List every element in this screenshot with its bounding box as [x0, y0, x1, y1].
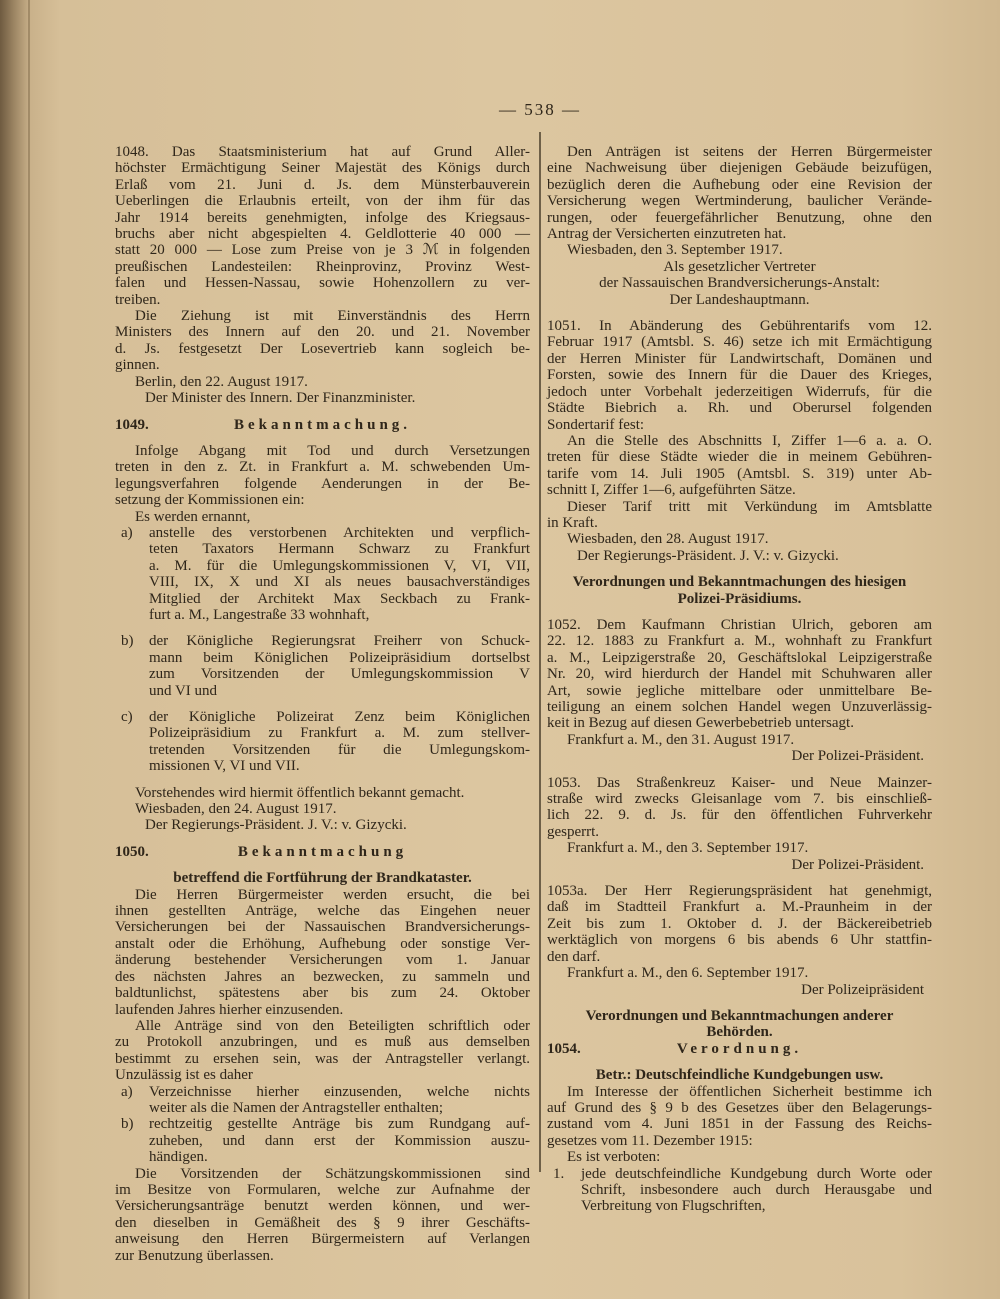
- text-line: treten in den z. Zt. in Frankfurt a. M. schwebenden Um-: [115, 459, 530, 476]
- text-line: anstalt oder die Erhöhung, Aufhebung oder sonstige Ver-: [115, 935, 530, 952]
- text-line: d. Js. festgesetzt Der Losevertrieb kann sogleich be-: [115, 340, 530, 357]
- text-line: 1051. In Abänderung des Gebührentarifs vom 12.: [547, 318, 932, 335]
- text-line: Ministers des Innern auf den 20. und 21. November: [115, 324, 530, 341]
- notice-number: 1049.: [115, 416, 149, 433]
- text-block-pi: [547, 144, 932, 242]
- text-line: Der Minister des Innern. Der Finanzminister.: [145, 390, 416, 407]
- text-line: Frankfurt a. M., den 3. September 1917.: [567, 840, 809, 857]
- text-block-sig: [115, 817, 530, 833]
- text-block-hd: [115, 417, 530, 433]
- text-block-li: [115, 525, 530, 623]
- text-line: zur Benutzung überlassen.: [115, 1247, 274, 1264]
- text-line: mann beim Königlichen Polizeipräsidium dortselbst: [149, 649, 530, 666]
- text-line: Forsten, sowie des Innern für die Dauer des Krieges,: [547, 367, 932, 384]
- text-line: legungsverfahren folgende Aenderungen in der Be-: [115, 475, 530, 492]
- text-line: Mitglied der Architekt Max Seckbach zu Frank-: [149, 590, 530, 607]
- text-line: Nr. 20, wird hierdurch der Handel mit Schuhwaren aller: [547, 666, 932, 683]
- text-line: gesperrt.: [547, 823, 600, 840]
- text-line: Wiesbaden, den 24. August 1917.: [135, 801, 337, 818]
- text-block-p: [547, 617, 932, 732]
- text-line: der Nassauischen Brandversicherungs-Anstalt:: [599, 275, 880, 292]
- text-block-date: [115, 509, 530, 525]
- text-line: Zeit bis zum 1. Oktober d. J. der Bäckereibetrieb: [547, 915, 932, 932]
- text-block-date: [547, 531, 932, 547]
- text-block-p: [547, 775, 932, 841]
- text-block-sig: [115, 390, 530, 406]
- text-line: daß im Stadtteil Frankfurt a. M.-Praunheim in der: [547, 899, 932, 916]
- text-line: werktäglich von morgens 6 bis abends 6 Uhr stattfin-: [547, 932, 932, 949]
- text-line: Erlaß vom 21. Juni d. Js. dem Münsterbauverein: [115, 176, 530, 193]
- text-line: der Königliche Regierungsrat Freiherr von Schuck-: [149, 633, 530, 650]
- text-line: Die Herren Bürgermeister werden ersucht, die bei: [135, 886, 530, 903]
- text-line: ginnen.: [115, 357, 160, 374]
- text-block-date: [115, 374, 530, 390]
- text-line: änderung bestehender Versicherungen vom 1. Januar: [115, 952, 530, 969]
- text-block-h: [547, 574, 932, 607]
- list-item-body: [149, 709, 530, 775]
- text-line: Frankfurt a. M., den 6. September 1917.: [567, 965, 809, 982]
- text-block-li: [115, 1116, 530, 1165]
- text-block-pi: [547, 1084, 932, 1150]
- text-block-sig: [547, 548, 932, 564]
- text-block-pi: [115, 887, 530, 1018]
- text-line: Verordnungen und Bekanntmachungen anderer: [585, 1007, 894, 1024]
- text-line: den dieselben in Gemäßheit des § 9 ihrer Geschäfts-: [115, 1214, 530, 1231]
- text-line: Antrag der Versicherten einzutreten hat.: [547, 226, 787, 243]
- text-line: bruchs aber nicht abgespielten 4. Geldlotterie 40 000 —: [115, 226, 530, 243]
- text-line: Februar 1917 (Amtsbl. S. 46) setze ich mit Ermächtigung: [547, 334, 932, 351]
- text-block-pi: [115, 785, 530, 801]
- text-line: a. M., Leipzigerstraße 20, Geschäftslokal Leipzigerstraße: [547, 649, 932, 666]
- text-line: rungen, oder feuergefährlicher Benutzung, ohne den: [547, 209, 932, 226]
- text-line: Der Landeshauptmann.: [669, 291, 810, 308]
- text-block-li: [115, 1084, 530, 1117]
- text-block-r: [547, 857, 932, 873]
- list-label: b): [121, 1116, 134, 1133]
- text-line: Alle Anträge sind von den Beteiligten schriftlich oder: [135, 1017, 530, 1034]
- notice-title: Bekanntmachung.: [233, 416, 412, 433]
- text-block-date: [547, 965, 932, 981]
- text-line: auf Grund des § 9 b des Gesetzes über den Belagerungs-: [547, 1099, 932, 1116]
- column-divider: [539, 132, 541, 1172]
- text-line: anstelle des verstorbenen Architekten und verpflich-: [149, 524, 530, 541]
- text-block-hd: [547, 1041, 932, 1057]
- text-line: 1053. Das Straßenkreuz Kaiser- und Neue Mainzer-: [547, 774, 932, 791]
- text-block-pi: [547, 499, 932, 532]
- text-line: ihnen gestellten Anträge, welche das Eingehen neuer: [115, 903, 530, 920]
- text-block-pi: [115, 308, 530, 374]
- text-line: Versicherung wegen Wertminderung, baulicher Verände-: [547, 193, 932, 210]
- text-block-date: [547, 242, 932, 258]
- text-line: 22. 12. 1883 zu Frankfurt a. M., wohnhaft zu Frankfurt: [547, 633, 932, 650]
- list-label: a): [121, 1083, 133, 1100]
- text-line: Der Polizei-Präsident.: [791, 748, 924, 765]
- text-line: jede deutschfeindliche Kundgebung durch Worte oder: [581, 1165, 932, 1182]
- list-label: b): [121, 633, 134, 650]
- text-line: den darf.: [547, 948, 601, 965]
- text-block-p: [547, 883, 932, 965]
- text-line: Der Regierungs-Präsident. J. V.: v. Gizycki.: [577, 547, 839, 564]
- text-line: treiben.: [115, 291, 161, 308]
- text-line: Frankfurt a. M., den 31. August 1917.: [567, 731, 795, 748]
- text-line: im Besitze von Formularen, welche zur Aufnahme der: [115, 1181, 530, 1198]
- text-line: teiligung an einem solchen Handel wegen Unzuverlässig-: [547, 699, 932, 715]
- text-line: 1052. Dem Kaufmann Christian Ulrich, geboren am: [547, 616, 932, 633]
- text-line: zum Vorsitzenden der Umlegungskommission V: [149, 666, 530, 683]
- text-line: der Königliche Polizeirat Zenz beim Königlichen: [149, 709, 530, 725]
- text-block-sub: [547, 1067, 932, 1083]
- text-line: bezüglich deren die Aufhebung oder eine Revision der: [547, 176, 932, 193]
- list-label: c): [121, 709, 133, 725]
- text-line: des nächsten Jahres an bezwecken, zu sammeln und: [115, 968, 530, 985]
- text-line: laufenden Jahres hierher einzusenden.: [115, 1001, 344, 1018]
- text-block-date: [547, 732, 932, 748]
- text-block-date: [547, 840, 932, 856]
- text-line: Unzulässig ist es daher: [115, 1067, 253, 1084]
- text-line: gesetzes vom 11. Dezember 1915:: [547, 1132, 753, 1149]
- text-line: höchster Ermächtigung Seiner Majestät des Königs durch: [115, 160, 530, 177]
- text-line: Schrift, insbesondere auch durch Herausgabe und: [581, 1181, 932, 1198]
- text-line: setzung der Kommissionen ein:: [115, 492, 305, 509]
- text-line: Art, sowie jegliche mittelbare oder unmittelbare Be-: [547, 682, 932, 699]
- text-line: jedoch unter Vorbehalt jederzeitigen Widerrufs, für die: [547, 383, 932, 400]
- text-block-p: [115, 144, 530, 308]
- text-line: preußischen Landesteilen: Rheinprovinz, Provinz West-: [115, 258, 530, 275]
- text-line: 1048. Das Staatsministerium hat auf Grund Aller-: [115, 144, 530, 160]
- text-line: anweisung den Herren Bürgermeistern auf Verlangen: [115, 1231, 530, 1248]
- text-line: teten Taxators Hermann Schwarz zu Frankfurt: [149, 541, 530, 558]
- text-line: Versicherungen bei der Nassauischen Brandversicherungs-: [115, 919, 530, 936]
- text-line: betreffend die Fortführung der Brandkataster.: [173, 870, 472, 887]
- text-block-pi: [115, 1018, 530, 1084]
- notice-title: Verordnung.: [676, 1040, 803, 1057]
- text-line: rechtzeitig gestellte Anträge bis zum Rundgang auf-: [149, 1116, 530, 1133]
- text-block-li: [115, 709, 530, 775]
- text-line: Jahr 1914 bereits genehmigten, infolge des Kriegsaus-: [115, 209, 530, 226]
- text-block-date: [115, 801, 530, 817]
- text-block-pi: [115, 443, 530, 509]
- text-line: Polizei-Präsidiums.: [677, 590, 802, 607]
- text-line: eine Nachweisung über diejenigen Gebäude beizufügen,: [547, 160, 932, 177]
- text-line: und VI und: [149, 682, 218, 699]
- text-line: Im Interesse der öffentlichen Sicherheit bestimme ich: [567, 1083, 932, 1100]
- text-line: Die Ziehung ist mit Einverständnis des Herrn: [135, 308, 530, 325]
- list-label: a): [121, 524, 133, 541]
- text-line: Dieser Tarif tritt mit Verkündung im Amtsblatte: [567, 498, 932, 515]
- text-line: Sondertarif fest:: [547, 416, 645, 433]
- list-item-body: [149, 1116, 530, 1165]
- text-line: Den Anträgen ist seitens der Herren Bürgermeister: [567, 144, 932, 160]
- text-line: Verzeichnisse hierher einzusenden, welche nichts: [149, 1083, 530, 1100]
- text-line: Verbreitung von Flugschriften,: [581, 1198, 766, 1215]
- text-block-r: [547, 982, 932, 998]
- text-block-c: [547, 259, 932, 308]
- left-column: [115, 144, 530, 1274]
- text-line: weiter als die Namen der Antragsteller enthalten;: [149, 1099, 444, 1116]
- text-block-hd: [115, 844, 530, 860]
- text-line: straße wird zwecks Gleisanlage vom 7. bis einschließ-: [547, 791, 932, 808]
- text-line: zu Protokoll anzubringen, und es muß aus demselben: [115, 1034, 530, 1051]
- list-item-body: [149, 525, 530, 623]
- text-block-pi: [115, 1166, 530, 1264]
- text-line: An die Stelle des Abschnitts I, Ziffer 1—6 a. a. O.: [567, 432, 932, 449]
- text-line: tarife vom 14. Juli 1905 (Amtsbl. S. 319) unter Ab-: [547, 465, 932, 482]
- text-line: VIII, IX, X und XI als neues bausachverständiges: [149, 574, 530, 591]
- notice-number: 1054.: [547, 1040, 581, 1057]
- right-column: [547, 144, 932, 1225]
- text-line: lich 22. 9. d. Js. für den öffentlichen Fuhrverkehr: [547, 807, 932, 824]
- text-line: Es ist verboten:: [567, 1149, 661, 1166]
- text-line: treten für diese Städte wieder die in meinem Gebühren-: [547, 449, 932, 466]
- text-line: Der Regierungs-Präsident. J. V.: v. Gizycki.: [145, 817, 407, 834]
- list-label: 1.: [553, 1165, 565, 1182]
- text-block-li: [115, 633, 530, 699]
- text-line: der Herren Minister für Landwirtschaft, Domänen und: [547, 350, 932, 367]
- notice-number: 1050.: [115, 843, 149, 860]
- text-line: Berlin, den 22. August 1917.: [135, 373, 308, 390]
- text-line: Polizeipräsidium zu Frankfurt a. M. zum stellver-: [149, 725, 530, 742]
- text-line: baldtunlichst, spätestens aber bis zum 24. Oktober: [115, 985, 530, 1002]
- text-line: furt a. M., Langestraße 33 wohnhaft,: [149, 606, 370, 623]
- text-line: statt 20 000 — Lose zum Preise von je 3 ℳ in folgenden: [115, 242, 530, 259]
- text-block-pi: [547, 433, 932, 499]
- text-line: schnitt I, Ziffer 1—6, aufgeführten Sätze.: [547, 482, 796, 499]
- text-line: Betr.: Deutschfeindliche Kundgebungen usw.: [595, 1067, 884, 1084]
- text-line: Der Polizei-Präsident.: [791, 856, 924, 873]
- text-line: Wiesbaden, den 28. August 1917.: [567, 531, 769, 548]
- text-line: Es werden ernannt,: [135, 508, 251, 525]
- text-line: Die Vorsitzenden der Schätzungskommissionen sind: [135, 1165, 530, 1182]
- list-item-body: [149, 1084, 530, 1117]
- text-block-date: [547, 1149, 932, 1165]
- text-block-p: [547, 318, 932, 433]
- text-block-sub: [115, 870, 530, 886]
- text-line: Vorstehendes wird hiermit öffentlich bekannt gemacht.: [135, 784, 465, 801]
- text-line: Ueberlingen die Erlaubnis erteilt, von der ihm für das: [115, 193, 530, 210]
- text-line: Versicherungsanträge benutzt werden können, und wer-: [115, 1198, 530, 1215]
- text-line: Infolge Abgang mit Tod und durch Versetzungen: [135, 442, 530, 459]
- text-line: zustand vom 4. Juni 1851 in der Fassung des Reichs-: [547, 1116, 932, 1133]
- page-binding-edge: [28, 0, 30, 1299]
- text-line: missionen V, VI und VII.: [149, 758, 300, 775]
- text-line: Wiesbaden, den 3. September 1917.: [567, 242, 783, 259]
- page-number: — 538 —: [499, 100, 581, 119]
- text-line: 1053a. Der Herr Regierungspräsident hat genehmigt,: [547, 883, 932, 900]
- text-line: Städte Biebrich a. Rh. und Oberursel folgenden: [547, 400, 932, 417]
- text-line: Verordnungen und Bekanntmachungen des hiesigen: [572, 574, 907, 591]
- text-block-li: [547, 1166, 932, 1215]
- text-line: keit in Bezug auf diesen Gewerbebetrieb untersagt.: [547, 715, 854, 732]
- text-block-h: [547, 1008, 932, 1041]
- text-line: Der Polizeipräsident: [801, 981, 924, 998]
- text-line: falen und Hessen-Nassau, sowie Hohenzollern zu ver-: [115, 275, 530, 292]
- text-block-r: [547, 748, 932, 764]
- text-line: tretenden Vorsitzenden für die Umlegungskom-: [149, 741, 530, 758]
- list-item-body: [581, 1166, 932, 1215]
- text-line: Als gesetzlicher Vertreter: [663, 258, 816, 275]
- text-line: in Kraft.: [547, 514, 598, 531]
- text-line: zuheben, und dann erst der Kommission auszu-: [149, 1132, 530, 1149]
- list-item-body: [149, 633, 530, 699]
- text-line: bestimmt zu ersehen sein, was der Antragsteller verlangt.: [115, 1050, 530, 1067]
- notice-title: Bekanntmachung: [237, 843, 408, 860]
- text-line: a. M. für die Umlegungskommissionen V, VI, VII,: [149, 557, 530, 574]
- text-line: Behörden.: [706, 1024, 773, 1041]
- text-line: händigen.: [149, 1149, 208, 1166]
